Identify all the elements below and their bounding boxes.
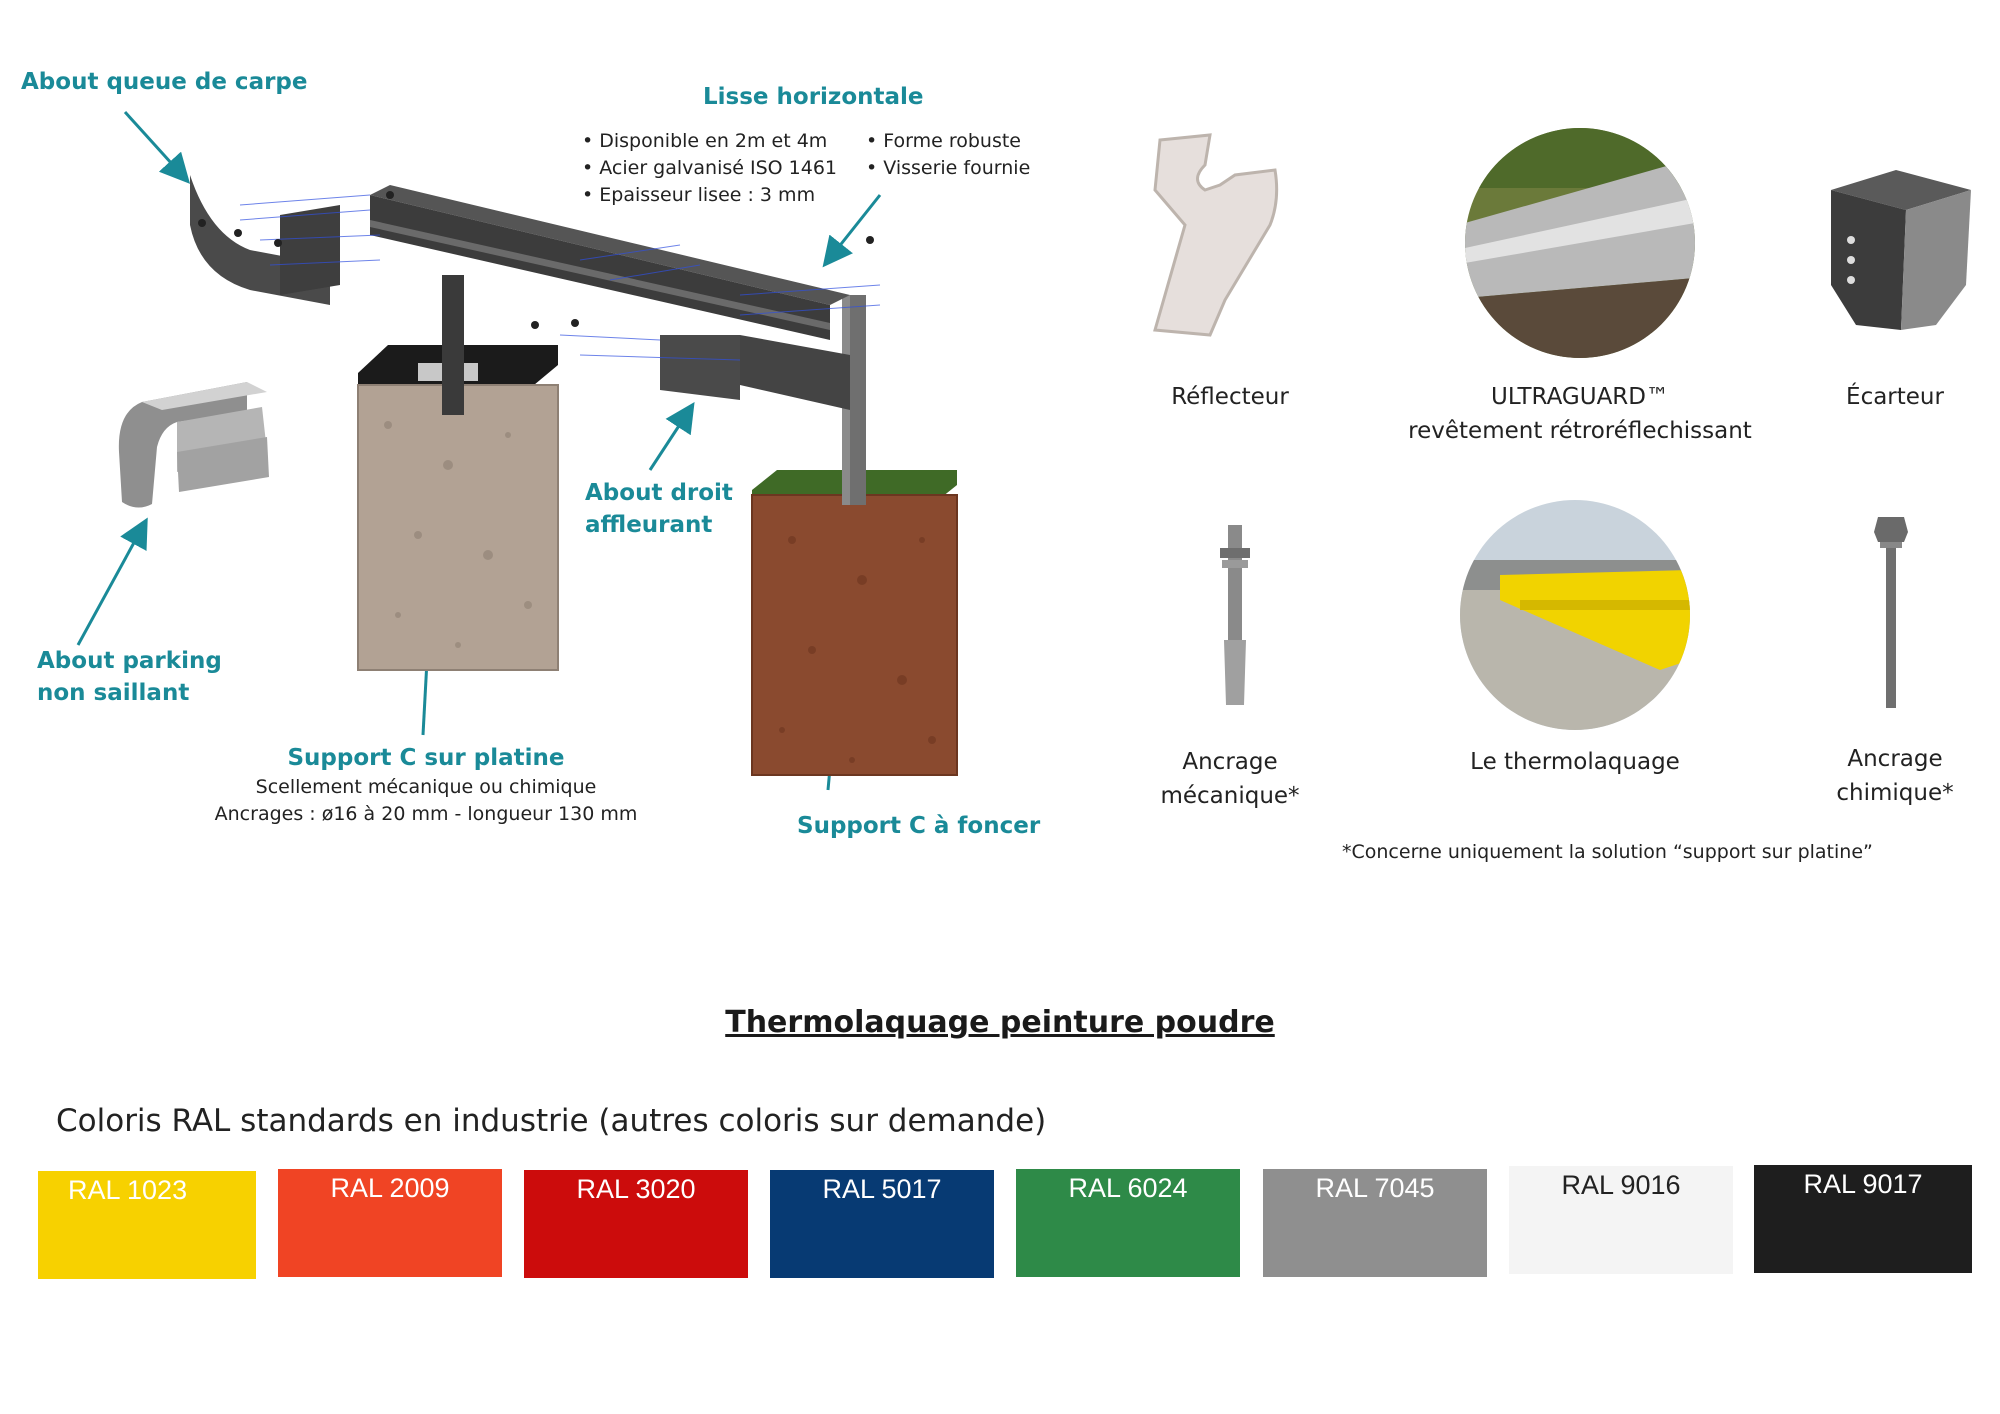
about-parking-part — [117, 372, 277, 517]
lisse-bullets-right — [866, 128, 1030, 182]
ancrage-meca-line2: mécanique* — [1160, 783, 1300, 809]
swatch-ral-5017 — [770, 1170, 994, 1278]
footnote: *Concerne uniquement la solution “support sur platine” — [1342, 841, 1873, 863]
ecarteur-caption: Écarteur — [1846, 384, 1944, 410]
swatch-ral-1023 — [38, 1171, 256, 1279]
ultraguard-caption — [1380, 380, 1780, 448]
lisse-bullets-left — [582, 128, 837, 209]
swatch-ral-3020 — [524, 1170, 748, 1278]
about-droit-line1: About droit — [585, 480, 733, 506]
ancrage-chim-caption — [1780, 742, 2000, 810]
support-platine-line2: Ancrages : ø16 à 20 mm - longueur 130 mm — [214, 803, 638, 825]
swatch-ral-6024 — [1016, 1169, 1240, 1277]
ultraguard-image — [1465, 128, 1695, 358]
chemical-anchor-image — [1866, 512, 1916, 712]
swatch-ral-9016 — [1509, 1166, 1733, 1274]
swatch-label: RAL 6024 — [1068, 1173, 1188, 1203]
support-platine-line1: Scellement mécanique ou chimique — [255, 776, 597, 798]
ancrage-chim-line2: chimique* — [1836, 780, 1954, 806]
mechanical-anchor-image — [1200, 520, 1270, 710]
swatch-label: RAL 2009 — [330, 1173, 450, 1203]
lisse-bullet: • Disponible en 2m et 4m — [582, 128, 837, 155]
reflecteur-caption: Réflecteur — [1171, 384, 1289, 410]
swatch-label: RAL 1023 — [68, 1175, 188, 1205]
lisse-bullet: • Epaisseur lisee : 3 mm — [582, 182, 837, 209]
swatch-ral-9017 — [1754, 1165, 1972, 1273]
swatch-ral-2009 — [278, 1169, 502, 1277]
lisse-bullet: • Visserie fournie — [866, 155, 1030, 182]
ecarteur-image — [1826, 165, 1976, 335]
about-droit-line2: affleurant — [585, 512, 713, 538]
lisse-bullet: • Forme robuste — [866, 128, 1030, 155]
ancrage-meca-caption — [1110, 745, 1350, 813]
about-parking-line2: non saillant — [37, 680, 190, 706]
swatch-label: RAL 5017 — [822, 1174, 942, 1204]
about-parking-label — [37, 645, 222, 709]
section-subtitle: Coloris RAL standards en industrie (autres coloris sur demande) — [56, 1103, 1047, 1139]
ultraguard-line1: ULTRAGUARD™ — [1491, 384, 1669, 410]
guardrail-assembly — [180, 165, 900, 465]
thermolaquage-caption: Le thermolaquage — [1470, 749, 1680, 775]
lisse-bullet: • Acier galvanisé ISO 1461 — [582, 155, 837, 182]
swatch-ral-7045 — [1263, 1169, 1487, 1277]
about-parking-line1: About parking — [37, 648, 222, 674]
lisse-horizontale-title: Lisse horizontale — [703, 84, 924, 110]
swatch-label: RAL 9016 — [1561, 1170, 1681, 1200]
ultraguard-line2: revêtement rétroréflechissant — [1408, 418, 1752, 444]
section-title: Thermolaquage peinture poudre — [725, 1005, 1275, 1040]
swatch-label: RAL 7045 — [1315, 1173, 1435, 1203]
swatch-label: RAL 9017 — [1803, 1169, 1923, 1199]
about-queue-label: About queue de carpe — [21, 69, 308, 95]
ancrage-chim-line1: Ancrage — [1847, 746, 1943, 772]
support-foncer-label: Support C à foncer — [797, 813, 1041, 839]
ancrage-meca-line1: Ancrage — [1182, 749, 1278, 775]
reflector-image — [1150, 130, 1290, 340]
swatch-label: RAL 3020 — [576, 1174, 696, 1204]
thermolaquage-image — [1460, 500, 1690, 730]
support-platine-title: Support C sur platine — [287, 745, 565, 771]
about-droit-label — [585, 477, 733, 541]
soil-block — [752, 470, 957, 780]
